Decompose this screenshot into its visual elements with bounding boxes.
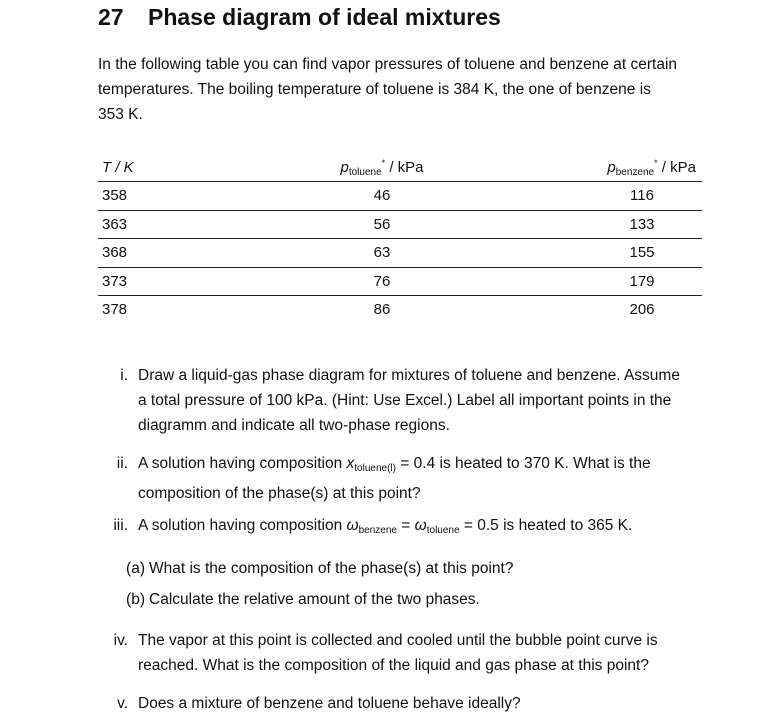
question-text: A solution having composition $x_{toluene(l)} = 0.4$ is heated to 370 K. What is the composition of the phase(s) at this point? (138, 455, 651, 502)
subquestion-a (121, 556, 681, 582)
cell-benzene: 133 (542, 210, 702, 239)
cell-temperature: 373 (98, 267, 222, 296)
question-text: Does a mixture of benzene and toluene behave ideally? (138, 695, 521, 712)
table-row (98, 239, 702, 268)
subquestion-label: (b) (126, 591, 145, 608)
table-row (98, 267, 702, 296)
header-benzene-pressure: $p_{benzene}^*$ / kPa (542, 154, 702, 182)
cell-benzene: 179 (542, 267, 702, 296)
header-temperature: T / K (98, 154, 222, 182)
question-v (98, 691, 718, 717)
question-text: The vapor at this point is collected and cooled until the bubble point curve is reached. What is the composition of the liquid and gas phase at this point? (138, 632, 658, 674)
intro-line: 353 K. (98, 106, 143, 123)
cell-toluene: 46 (222, 182, 542, 211)
cell-benzene: 206 (629, 301, 655, 319)
subquestion-b (121, 587, 681, 613)
table-row (98, 210, 702, 239)
cell-benzene: 116 (542, 182, 702, 211)
section-title: Phase diagram of ideal mixtures (148, 4, 501, 30)
question-label: iii. (113, 517, 128, 534)
cell-toluene: 63 (222, 239, 542, 268)
question-label: iv. (113, 632, 128, 649)
table-row (98, 182, 702, 211)
subquestion-label: (a) (126, 560, 145, 577)
question-label: i. (120, 367, 128, 384)
cell-temperature: 368 (98, 239, 222, 268)
intro-line: temperatures. The boiling temperature of toluene is 384 K, the one of benzene is (98, 81, 651, 98)
cell-temperature: 358 (98, 182, 222, 211)
subquestion-text: Calculate the relative amount of the two phases. (149, 591, 480, 608)
header-toluene-pressure: $p_{toluene}^*$ / kPa (222, 154, 542, 182)
vapor-pressure-table (98, 154, 702, 324)
question-ii (98, 451, 718, 503)
table-row (98, 296, 702, 324)
cell-toluene: 86 (373, 301, 391, 319)
cell-toluene: 56 (222, 210, 542, 239)
question-text: A solution having composition $\omega_{benzene} = \omega_{toluene} = 0.5$ is heated to 365 K. (138, 517, 633, 536)
section-number: 27 (98, 4, 124, 30)
question-text: Draw a liquid-gas phase diagram for mixtures of toluene and benzene. Assume a total pressure of 100 kPa. (Hint: Use Excel.) Label all important points in the diagramm and indicate all two-phase regions. (138, 367, 680, 434)
cell-benzene: 155 (542, 239, 702, 268)
intro-line: In the following table you can find vapor pressures of toluene and benzene at certain (98, 56, 678, 73)
cell-toluene: 76 (222, 267, 542, 296)
question-label: v. (117, 695, 128, 712)
question-iv (98, 628, 718, 680)
question-i (98, 363, 718, 439)
cell-temperature: 363 (98, 210, 222, 239)
table-header-row (98, 154, 702, 182)
question-label: ii. (116, 455, 128, 472)
intro-paragraph (98, 52, 718, 127)
subquestion-text: What is the composition of the phase(s) at this point? (149, 560, 514, 577)
cell-temperature: 378 (102, 301, 128, 319)
page-title (98, 4, 501, 31)
